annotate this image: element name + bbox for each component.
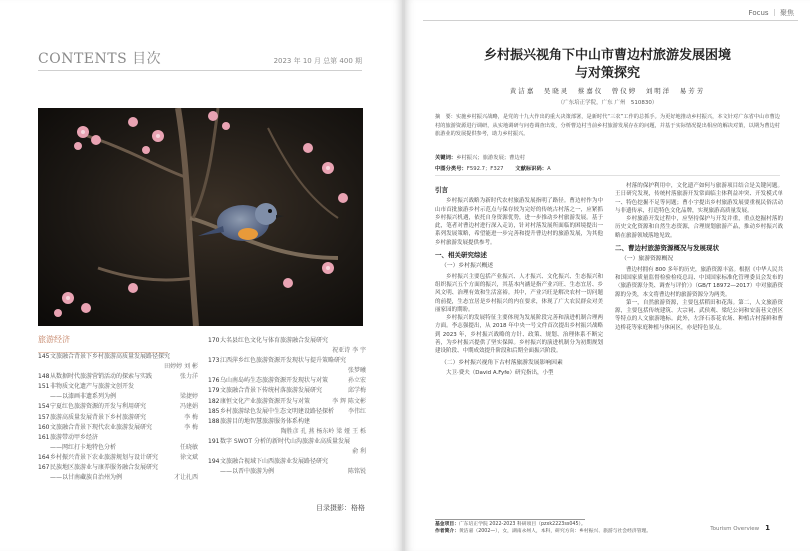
article-title-line1: 乡村振兴视角下中山市曹边村旅游发展困境 bbox=[483, 48, 731, 63]
abstract: 摘 要：实施乡村振兴战略，是党的十九大作出的重大决策部署，是新时代“三农”工作的总抓手。为更好地推动乡村振兴，本文针对广东省中山市曹边村的旅游资源进行调研，从实地调研与问卷调查出发，分析曹边村当前乡村旅游发展存在的问题，并基于实际情况提出相应的解决对策，以期为曹边村旅游业的发展提供参考，助力乡村振兴。 bbox=[435, 114, 780, 138]
toc-author: 张力洋 bbox=[179, 373, 198, 381]
toc-title bbox=[220, 366, 344, 376]
toc-title: 从数据时代旅游营销活动的探索与实践 bbox=[50, 373, 153, 381]
author-info-text: 黄洁嘉（2002—），女，湖南永州人，本科，研究方向：乡村振兴、旅游与社会经济管理。 bbox=[459, 529, 652, 534]
contents-title: CONTENTS 目次 bbox=[38, 51, 162, 67]
toc-entry[interactable] bbox=[38, 392, 198, 402]
toc-title: 非物质文化遗产与旅游文创开发 bbox=[50, 383, 135, 391]
toc-page-number: 164 bbox=[38, 453, 50, 461]
toc-title bbox=[220, 346, 328, 356]
class-label: 中图分类号： bbox=[435, 166, 467, 172]
body-paragraph: 乡村振兴主要包括产业振兴、人才振兴、文化振兴、生态振兴和组织振兴五个方面的振兴，其基本内涵是指产业兴旺、生态宜居、乡风文明、治理有效和生活富裕。其中，产业兴旺是解决农村一切问题的前提，生态宜居是乡村振兴的内在要求，体现了广大农民群众对美丽家园的期盼。 bbox=[435, 273, 603, 313]
toc-author: 田婷婷 刘 彬 bbox=[164, 363, 198, 371]
contents-page bbox=[0, 0, 402, 551]
toc-entry[interactable] bbox=[208, 336, 366, 346]
toc-page-number bbox=[208, 366, 220, 376]
toc-page-number: 185 bbox=[208, 407, 220, 415]
toc-title: 大名县红色文化与体育旅游融合发展研究 bbox=[220, 337, 329, 344]
toc-page-number: 191 bbox=[208, 437, 220, 445]
toc-entry[interactable] bbox=[38, 433, 198, 443]
toc-page-number: 167 bbox=[38, 464, 50, 472]
author-info-label: 作者简介： bbox=[435, 529, 459, 534]
toc-title: 文旅融合背景下现代农业旅游发展研究 bbox=[50, 423, 153, 431]
photo-credit: 目录摄影：格格 bbox=[316, 504, 365, 512]
toc-author: 李 梅 bbox=[184, 413, 198, 421]
body-paragraph: 曹边村拥有 800 多年的历史，旅游资源丰富。根据《中华人民共和国国家质量监督检验检疫总局、中国国家标准化管理委员会发布的〈旅游资源分类、调查与评价〉》（GB/T 18972—2017）中对旅游资源的分类，本文将曹边村的旅游资源分为两类。 bbox=[615, 266, 783, 298]
toc-author: 才让扎西 bbox=[173, 474, 198, 482]
toc-title: ——以甘南藏族自治州为例 bbox=[50, 474, 123, 482]
toc-entry[interactable] bbox=[208, 397, 366, 407]
toc-page-number: 154 bbox=[38, 403, 50, 411]
toc-page-number: 194 bbox=[208, 458, 220, 466]
toc-page-number bbox=[208, 346, 220, 356]
toc-title: 旅游高质量发展背景下乡村旅游研究 bbox=[50, 413, 147, 421]
fund-text: 广东培正学院 2022-2023 科研项目（pzxk2223ss045）。 bbox=[459, 522, 586, 527]
toc-page-number bbox=[208, 427, 220, 437]
toc-entry[interactable] bbox=[38, 413, 198, 423]
toc-right-column bbox=[208, 336, 366, 477]
toc-entry[interactable] bbox=[208, 366, 366, 376]
toc-entry[interactable] bbox=[208, 417, 366, 427]
doc-code-value: A bbox=[547, 166, 551, 172]
toc-title: 文旅融合背景下乡村旅游高质量发展路径探究 bbox=[50, 353, 171, 360]
toc-page-number: 151 bbox=[38, 383, 50, 391]
toc-title: 旅游目的地智慧旅游服务体系构建 bbox=[220, 417, 311, 425]
toc-entry[interactable] bbox=[208, 467, 366, 477]
toc-entry[interactable] bbox=[208, 407, 366, 417]
toc-title: 江西萍乡红色旅游资源开发现状与提升策略研究 bbox=[220, 357, 347, 365]
toc-page-number: 182 bbox=[208, 397, 220, 405]
toc-title bbox=[220, 427, 277, 437]
article-page bbox=[405, 0, 810, 551]
fund-label: 基金项目： bbox=[435, 522, 459, 527]
toc-page-number: 176 bbox=[208, 377, 220, 385]
toc-entry[interactable] bbox=[38, 362, 198, 372]
toc-entry[interactable] bbox=[208, 346, 366, 356]
toc-author: 祝亚诗 李 宇 bbox=[332, 347, 366, 355]
keywords bbox=[435, 153, 525, 161]
body-column-right bbox=[615, 182, 783, 332]
subsection-heading: （二）乡村振兴视角下古村落旅游发展影响因素 bbox=[441, 359, 563, 366]
toc-page-number: 160 bbox=[38, 423, 50, 431]
issue-info: 2023 年 10 月 总第 400 期 bbox=[273, 57, 362, 65]
toc-title: 乡村振兴背景下农业旅游规划与设计研究 bbox=[50, 453, 159, 461]
page-footer bbox=[710, 524, 770, 532]
body-paragraph: 村落的保护利用中，文化遗产如何与旅游项目结合是关键问题。王日研究发现，传统村落旅游开发常面临主体利益冲突、开发模式单一、特色挖掘不足等问题；曹小宇提出乡村旅游发展要重视民俗活动与非遗传承，打造特色文化品牌，实现旅游高质量发展。 bbox=[615, 183, 783, 214]
toc-entry[interactable] bbox=[208, 447, 366, 457]
toc-author: 冯建娟 bbox=[179, 403, 198, 411]
toc-title: 旅游带动甲乡经济 bbox=[50, 433, 99, 441]
toc-entry[interactable] bbox=[38, 372, 198, 382]
abstract-divider bbox=[435, 175, 780, 176]
toc-author: 陈铭锐 bbox=[347, 468, 366, 476]
toc-title: 乌山南岛屿生态旅游资源开发现状与对策 bbox=[220, 377, 329, 385]
toc-entry[interactable] bbox=[208, 427, 366, 437]
section-heading: 一、相关研究综述 bbox=[435, 251, 487, 260]
toc-title: 文旅融合背景下传统村落旅游发展研究 bbox=[220, 387, 323, 395]
toc-page-number bbox=[38, 362, 50, 372]
page-number: 1 bbox=[765, 524, 770, 532]
toc-author: 邱学梅 bbox=[347, 387, 366, 395]
doc-code-label: 文献标识码： bbox=[515, 166, 548, 172]
body-paragraph: 乡村振兴战略为新时代农村旅游发展指明了路径。曹边村作为中山市首批旅游乡村示范点与保存较为完好的传统古村落之一，应紧抓乡村振兴机遇，依托自身资源优势，进一步推动乡村旅游发展。基于此，笔者对曹边村进行深入走访，针对村落发展所面临的困境提出一系列发展策略，希望能进一步完善和提升曹边村的旅游发展，为其他乡村旅游发展提供参考。 bbox=[435, 198, 603, 246]
toc-author: 张梦曦 bbox=[347, 367, 366, 375]
toc-entry[interactable] bbox=[38, 352, 198, 362]
toc-page-number bbox=[38, 443, 50, 453]
toc-title: 民族地区旅游业与康养服务融合发展研究 bbox=[50, 464, 159, 472]
toc-author: 李 辉 陈文彬 bbox=[332, 397, 366, 405]
section-label: 旅游经济 bbox=[38, 330, 168, 353]
toc-page-number: 170 bbox=[208, 337, 220, 344]
toc-entry[interactable] bbox=[38, 473, 198, 483]
toc-title: 康恒文化产业旅游资源开发与对策 bbox=[220, 397, 311, 405]
body-paragraph: 第一，自然旅游资源，主要包括稻田和花海。第二，人文旅游资源，主要包括传统建筑、大宗祠、武侯观、梁纪公祠和安南巷文创区等特点的人文旅游地标。此外，左泽石茶花农场、种植古村落鲜和曹边桥花等家庭种植与休闲区，亦是特色景点。 bbox=[615, 299, 783, 331]
toc-entry[interactable] bbox=[208, 386, 366, 396]
keywords-label: 关键词： bbox=[435, 155, 457, 161]
affiliation: （广东培正学院，广东 广州 510830） bbox=[557, 100, 658, 106]
toc-page-number: 161 bbox=[38, 433, 50, 441]
toc-entry[interactable] bbox=[208, 437, 366, 447]
toc-page-number bbox=[208, 467, 220, 477]
toc-page-number bbox=[38, 392, 50, 402]
toc-page-number: 173 bbox=[208, 357, 220, 365]
subsection-heading: （一）乡村振兴概述 bbox=[441, 263, 494, 270]
toc-page-number bbox=[208, 447, 220, 457]
body-paragraph: 乡村旅游开发过程中，应坚持保护与开发并重，重点挖掘村落的历史文化资源和自然生态资源，合理规划旅游产品，推动乡村振兴战略在旅游领域落地见效。 bbox=[615, 216, 783, 239]
section-heading: 二、曹边村旅游资源概况与发展现状 bbox=[615, 244, 719, 253]
toc-title: 乡村旅游绿色发展中生态文明建设路径探析 bbox=[220, 407, 335, 415]
toc-page-number: 145 bbox=[38, 353, 50, 360]
author-list: 黄洁嘉 吴晓灵 蔡嘉仪 曾仪婷 刘明洋 易芳芳 bbox=[509, 87, 706, 95]
toc-title: ——以漆画非遗系列为例 bbox=[50, 393, 117, 401]
toc-author: 李 梅 bbox=[184, 423, 198, 431]
subsection-heading: （一）旅游资源概况 bbox=[621, 256, 674, 263]
toc-author: 梁捷婷 bbox=[179, 393, 198, 401]
toc-author: 陶胜彦 孔 燕 杨东岭 梁 娅 王 栎 bbox=[280, 427, 366, 435]
toc-title bbox=[220, 447, 348, 457]
header-divider bbox=[423, 20, 798, 21]
body-column-left bbox=[435, 182, 603, 377]
toc-page-number: 188 bbox=[208, 417, 220, 425]
toc-author: 李伟红 bbox=[347, 407, 366, 415]
toc-author: 徐文斌 bbox=[179, 453, 198, 461]
toc-left-column bbox=[38, 352, 198, 483]
toc-entry[interactable] bbox=[38, 423, 198, 433]
toc-title: 宁夏红色旅游资源的开发与利用研究 bbox=[50, 403, 147, 411]
keywords-value: 乡村振兴；旅游发展；曹边村 bbox=[456, 155, 526, 161]
toc-page-number: 157 bbox=[38, 413, 50, 421]
toc-author: 孙立宏 bbox=[347, 377, 366, 385]
toc-page-number: 179 bbox=[208, 387, 220, 395]
toc-title: ——网红打卡地特色分析 bbox=[50, 443, 117, 451]
bird-on-blossom-photo bbox=[38, 108, 363, 326]
toc-title: 数字 SWOT 分析的新时代山沟旅游业高质量发展 bbox=[220, 437, 350, 445]
toc-entry[interactable] bbox=[38, 382, 198, 392]
toc-title bbox=[50, 362, 160, 372]
toc-page-number bbox=[38, 473, 50, 483]
toc-entry[interactable] bbox=[208, 376, 366, 386]
toc-entry[interactable] bbox=[208, 356, 366, 366]
toc-author: 俞 利 bbox=[352, 448, 366, 456]
journal-name: Tourism Overview bbox=[710, 526, 760, 532]
toc-entry[interactable] bbox=[38, 443, 198, 453]
toc-title: ——以晋中旅游为例 bbox=[220, 468, 275, 476]
toc-page-number: 148 bbox=[38, 373, 50, 381]
toc-entry[interactable] bbox=[38, 463, 198, 473]
toc-entry[interactable] bbox=[208, 457, 366, 467]
running-header: Focus ｜ 聚焦 bbox=[748, 9, 794, 17]
footnote-divider bbox=[435, 519, 585, 520]
toc-author: 任晓敏 bbox=[179, 443, 198, 451]
body-paragraph: 大卫·费夫（David A.Fyfe）研究指出，小型 bbox=[446, 369, 554, 376]
header-divider bbox=[38, 70, 362, 71]
intro-heading: 引言 bbox=[435, 186, 448, 194]
toc-entry[interactable] bbox=[38, 402, 198, 412]
body-paragraph: 乡村振兴的发展特征主要体现为发展阶段完善和演进机制合理两方面。李志强提出，从 2018 年中央一号文件首次提出乡村振兴战略到 2023 年，乡村振兴战略的方针、政策、规划、治理体系不断完善，为乡村振兴提供了坚实保障。乡村振兴的演进机制分为初期规划建设阶段、中期成效提升阶段和后期全面振兴阶段。 bbox=[435, 315, 603, 355]
article-title-line2: 与对策探究 bbox=[574, 66, 640, 81]
toc-entry[interactable] bbox=[38, 453, 198, 463]
toc-title: 文旅融合视域下山西旅游业发展路径研究 bbox=[220, 458, 329, 466]
classification bbox=[435, 164, 551, 172]
class-value: F592.7；F327 bbox=[466, 166, 504, 172]
